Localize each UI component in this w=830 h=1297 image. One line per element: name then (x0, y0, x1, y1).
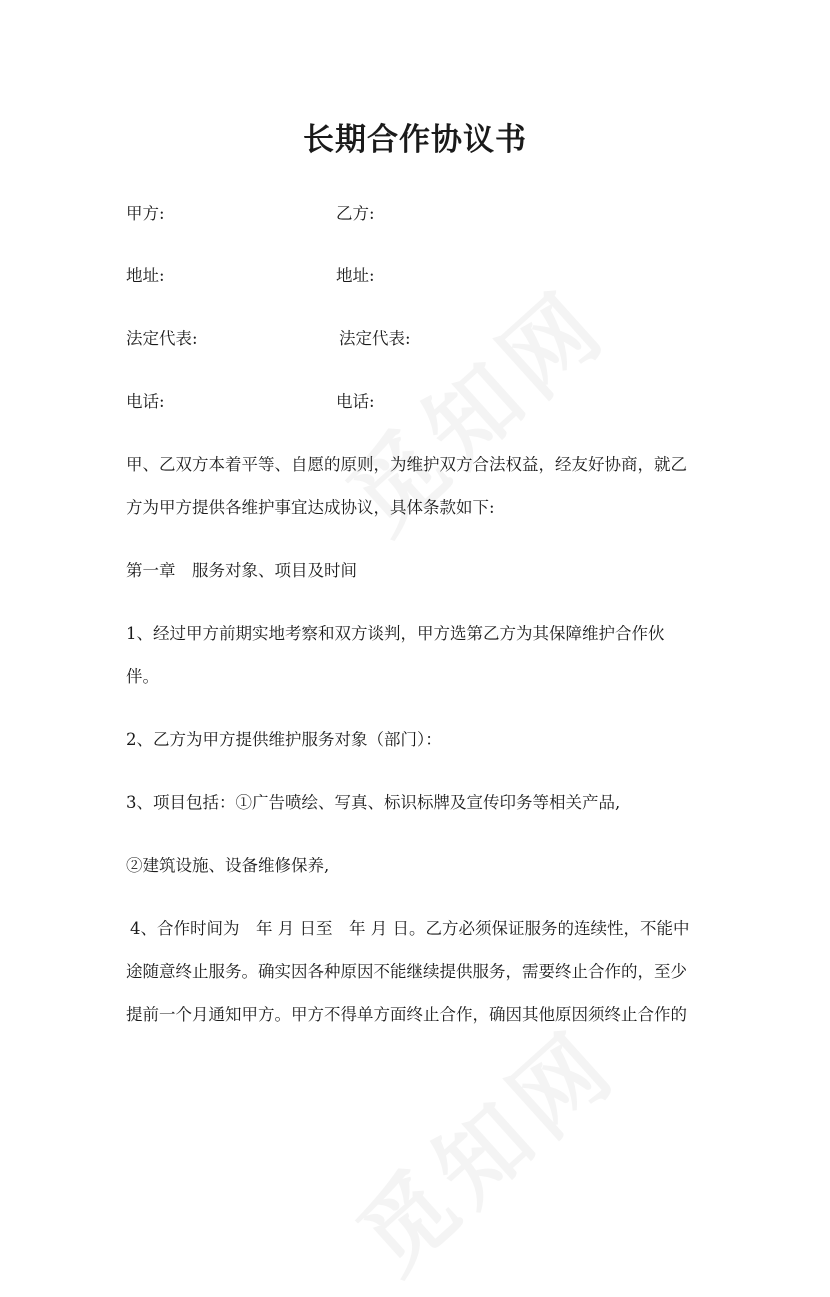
clause-1-line: 伴。 (126, 667, 159, 686)
clause-4-line: 途随意终止服务。确实因各种原因不能继续提供服务，需要终止合作的，至少 (126, 962, 687, 981)
party-a-label: 甲方: (126, 204, 165, 223)
clause-3: 3、项目包括：①广告喷绘、写真、标识标牌及宣传印务等相关产品, (126, 793, 621, 812)
party-b-label: 乙方: (336, 204, 375, 223)
intro-line: 方为甲方提供各维护事宜达成协议，具体条款如下: (126, 498, 495, 517)
clause-1-line: 1、经过甲方前期实地考察和双方谈判，甲方选第乙方为其保障维护合作伙 (126, 624, 665, 643)
document-title: 长期合作协议书 (303, 122, 527, 158)
chapter-heading: 第一章 服务对象、项目及时间 (126, 561, 357, 580)
party-a-address: 地址: (126, 266, 165, 285)
clause-4-line: 4、合作时间为 年 月 日至 年 月 日。乙方必须保证服务的连续性，不能中 (130, 919, 690, 938)
clause-2: 2、乙方为甲方提供维护服务对象（部门）： (126, 730, 442, 749)
party-a-representative: 法定代表: (126, 329, 198, 348)
party-b-representative: 法定代表: (339, 329, 411, 348)
party-a-phone: 电话: (126, 392, 165, 411)
clause-3-continued: ②建筑设施、设备维修保养, (126, 856, 330, 875)
intro-line: 甲、乙双方本着平等、自愿的原则，为维护双方合法权益，经友好协商，就乙 (126, 455, 687, 474)
clause-4-line: 提前一个月通知甲方。甲方不得单方面终止合作，确因其他原因须终止合作的 (126, 1005, 687, 1024)
party-b-address: 地址: (336, 266, 375, 285)
watermark (325, 995, 641, 1297)
party-b-phone: 电话: (336, 392, 375, 411)
